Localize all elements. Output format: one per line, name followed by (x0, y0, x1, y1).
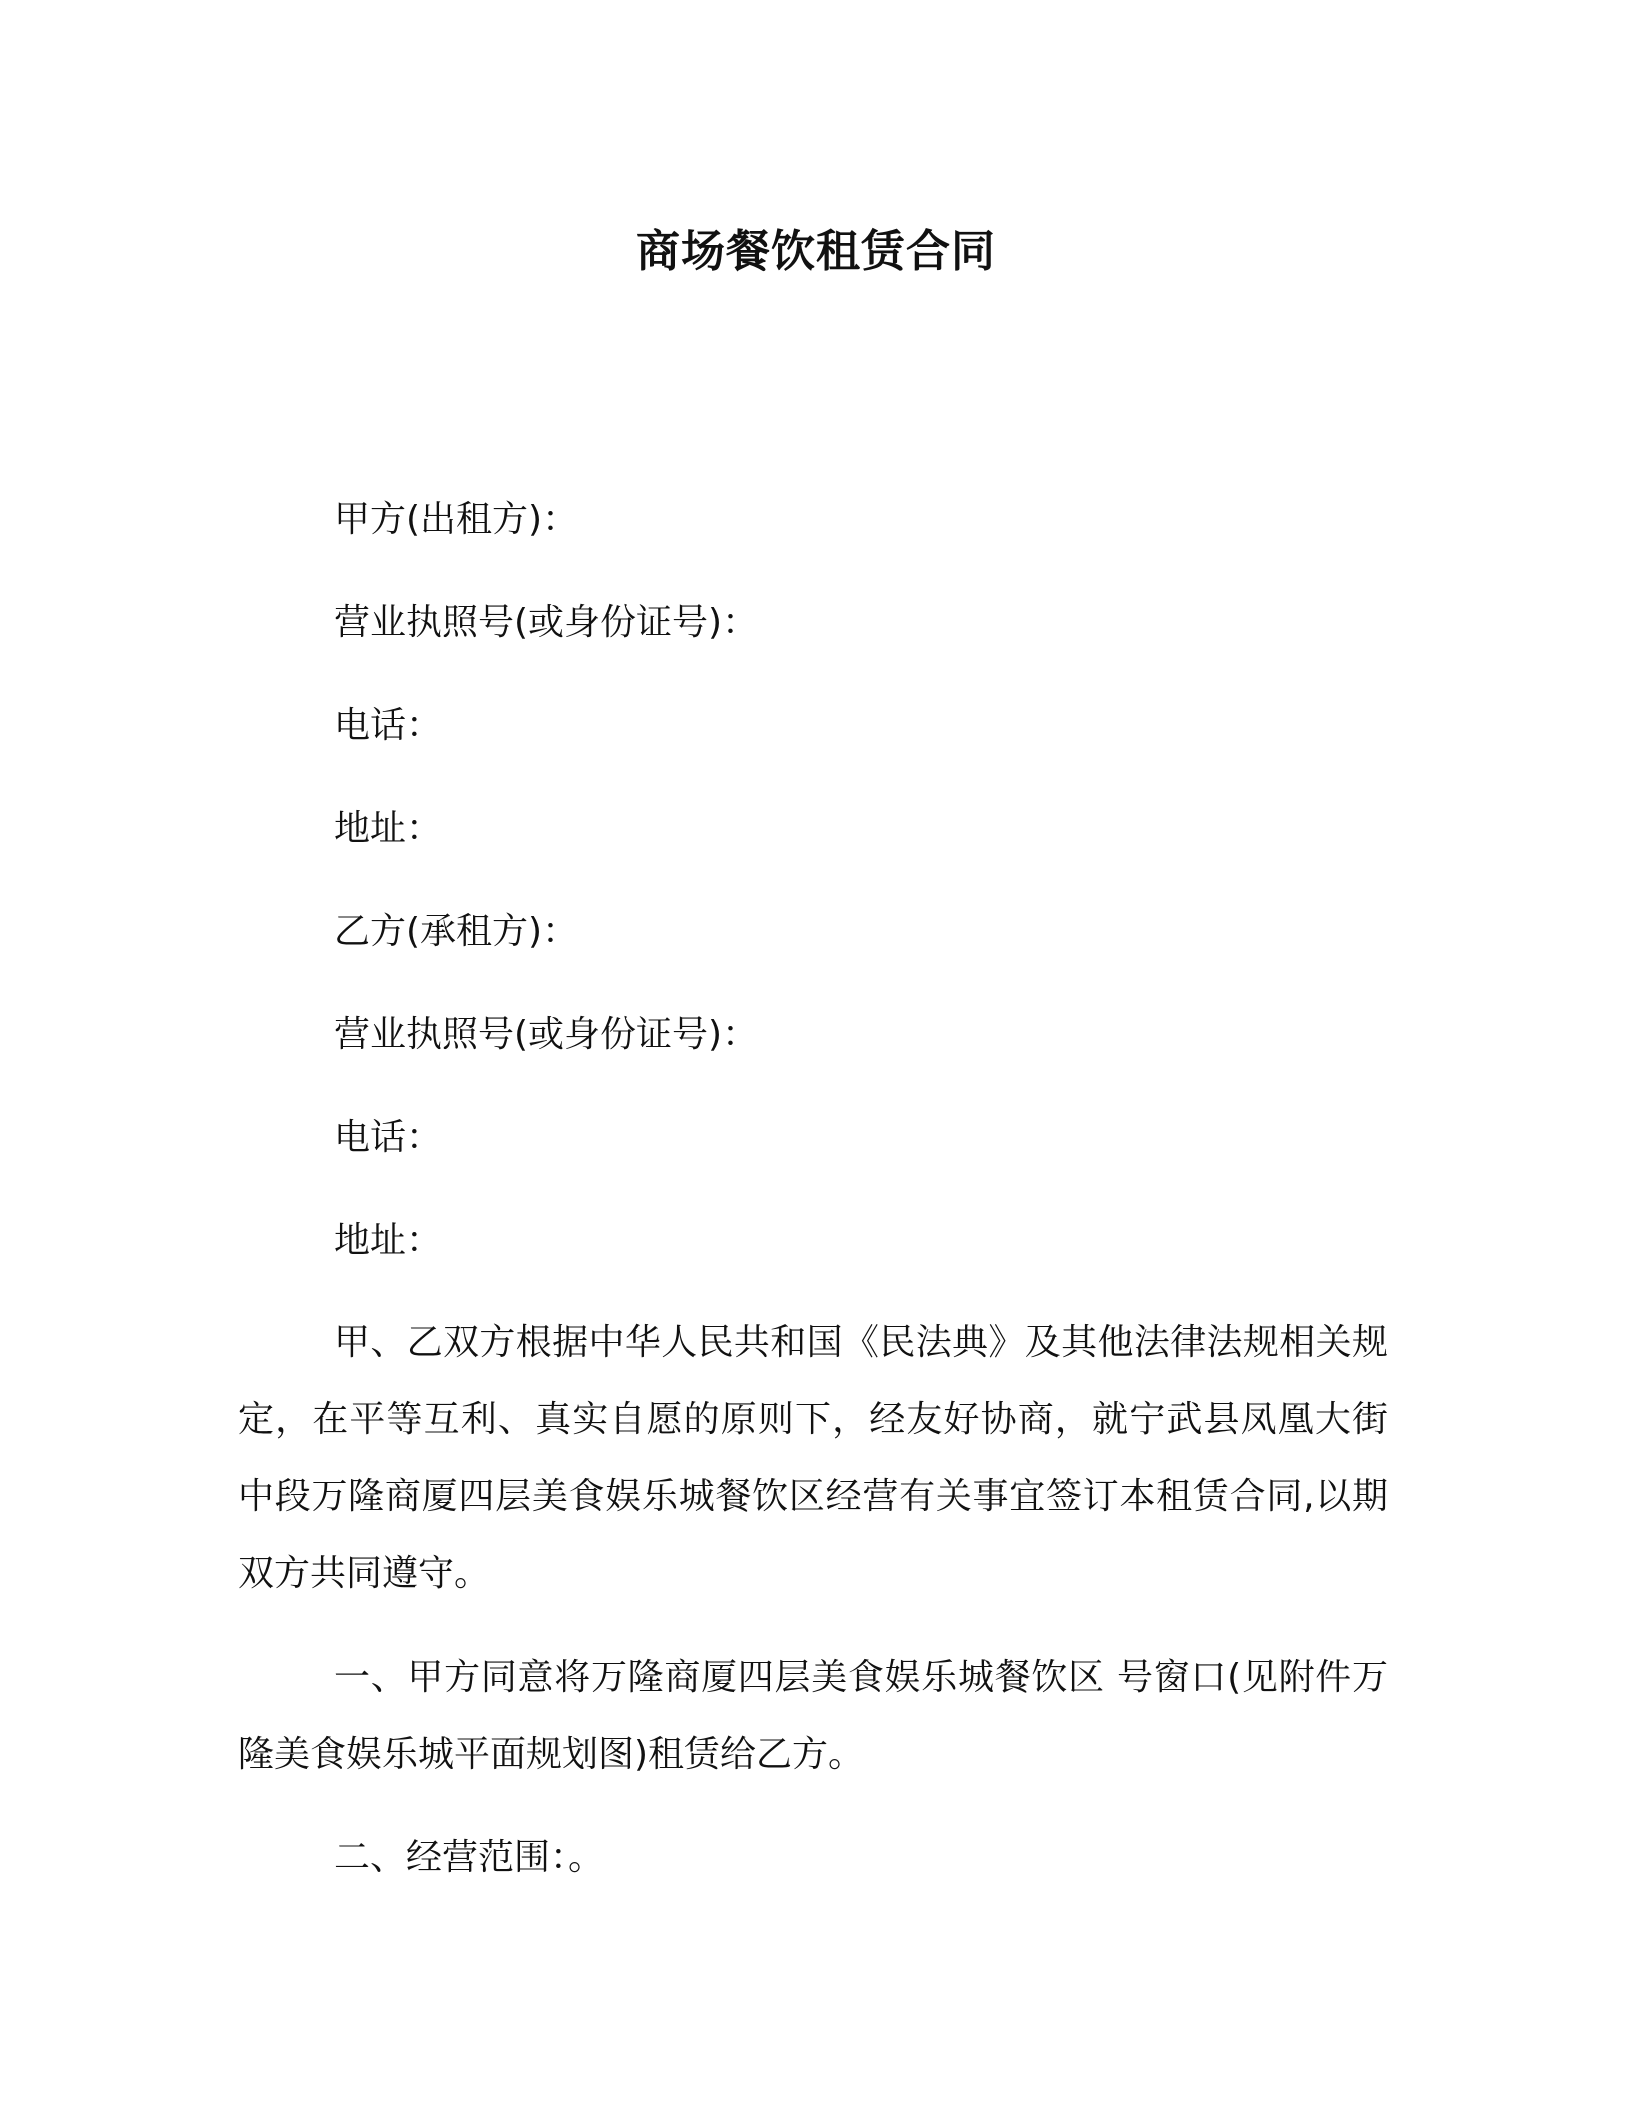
party-b-phone: 电话： (334, 1117, 443, 1158)
clause-2-paragraph: 二、经营范围：。 (334, 1837, 605, 1878)
clause-1-paragraph: 一、甲方同意将万隆商厦四层美食娱乐城餐饮区 号窗口(见附件万隆美食娱乐城平面规划图)租赁给乙方。 (238, 1657, 1388, 1775)
party-b-address: 地址： (334, 1220, 443, 1261)
party-a-license: 营业执照号(或身份证号)： (334, 602, 759, 643)
document-title: 商场餐饮租赁合同 (636, 226, 996, 277)
party-b-label: 乙方(承租方)： (334, 911, 579, 952)
party-a-address: 地址： (334, 808, 443, 849)
party-b-license: 营业执照号(或身份证号)： (334, 1014, 759, 1055)
party-a-label: 甲方(出租方)： (334, 499, 579, 540)
preamble-paragraph: 甲、乙双方根据中华人民共和国《民法典》及其他法律法规相关规定，在平等互利、真实自愿的原则下，经友好协商，就宁武县凤凰大街中段万隆商厦四层美食娱乐城餐饮区经营有关事宜签订本租赁合同,以期双方共同遵守。 (238, 1322, 1388, 1594)
party-a-phone: 电话： (334, 705, 443, 746)
